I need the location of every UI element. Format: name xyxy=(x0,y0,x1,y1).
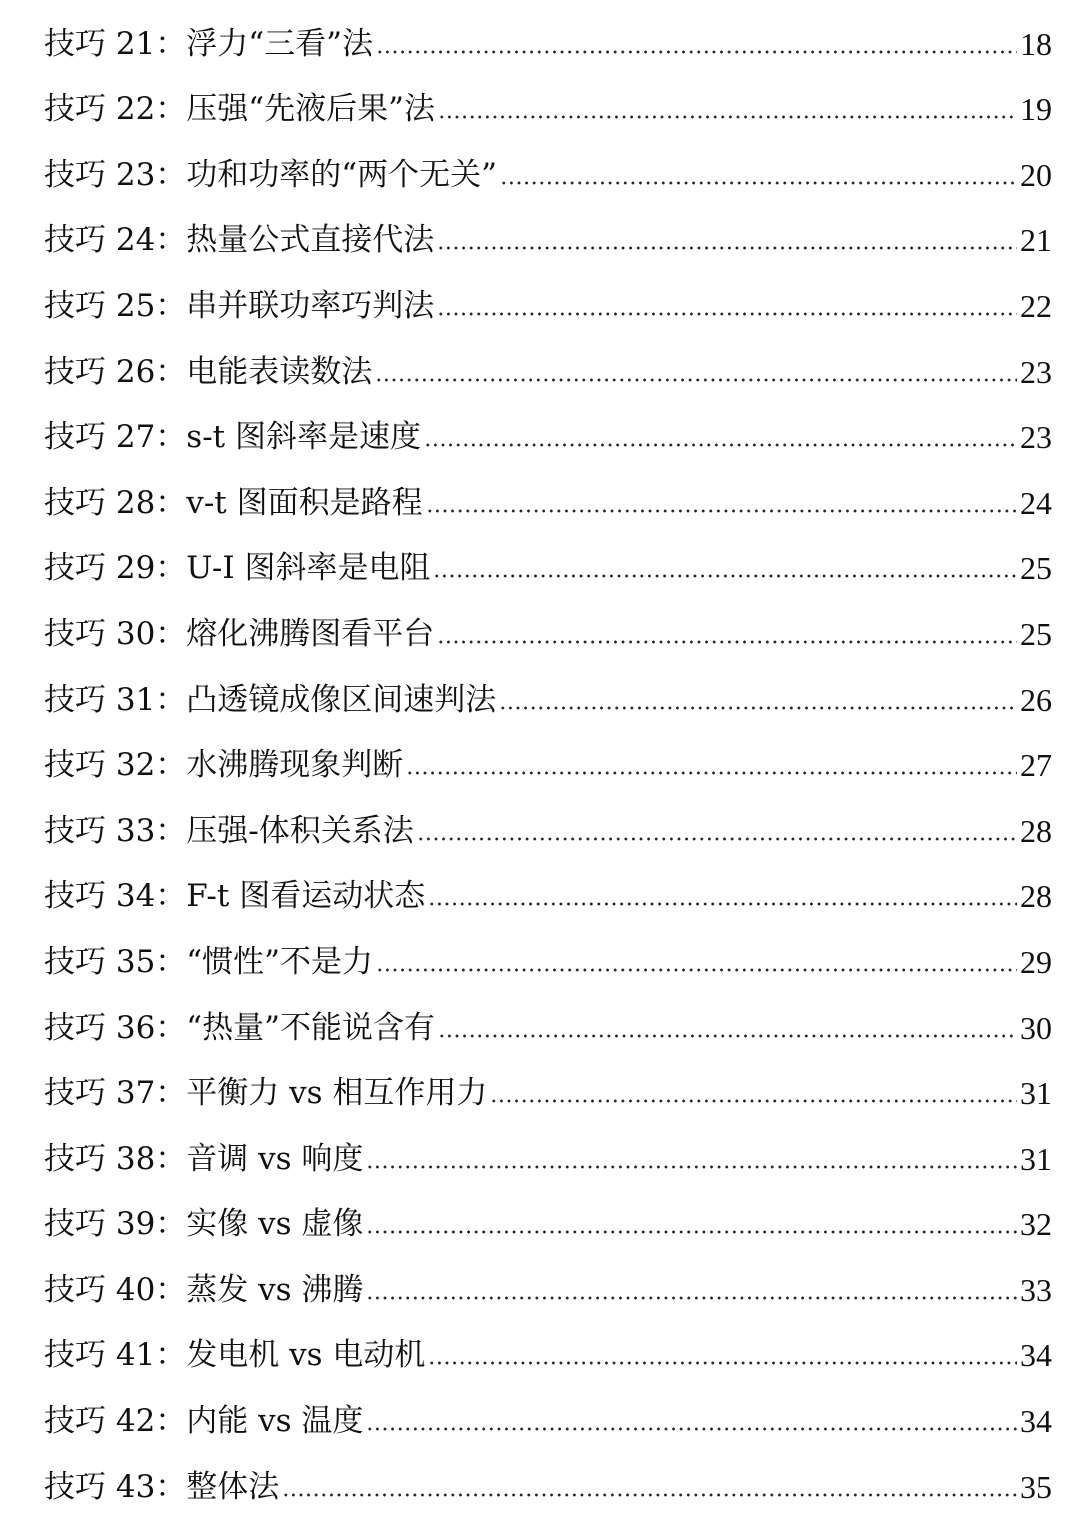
dot-leader xyxy=(375,377,1017,383)
dot-leader xyxy=(499,705,1017,711)
toc-entry-page: 20 xyxy=(1020,156,1052,193)
toc-entry-title: 技巧 27：s-t 图斜率是速度 xyxy=(44,419,421,456)
toc-entry[interactable] xyxy=(44,464,1052,530)
toc-entry-page: 27 xyxy=(1020,747,1052,784)
toc-entry-title: 技巧 21：浮力“三看”法 xyxy=(44,25,373,62)
toc-entry[interactable] xyxy=(44,1251,1052,1317)
dot-leader xyxy=(428,901,1017,907)
toc-entry-page: 25 xyxy=(1020,550,1052,587)
toc-entry[interactable] xyxy=(44,989,1052,1055)
dot-leader xyxy=(437,639,1017,645)
toc-entry-page: 19 xyxy=(1020,91,1052,128)
toc-entry[interactable] xyxy=(44,1186,1052,1252)
toc-entry[interactable] xyxy=(44,267,1052,333)
toc-entry-title: 技巧 34：F-t 图看运动状态 xyxy=(44,878,426,915)
toc-entry-page: 29 xyxy=(1020,943,1052,980)
toc-entry-title: 技巧 33：压强-体积关系法 xyxy=(44,812,414,849)
toc-entry-title: 技巧 35：“惯性”不是力 xyxy=(44,943,373,980)
dot-leader xyxy=(366,1229,1017,1235)
toc-entry-page: 21 xyxy=(1020,222,1052,259)
toc-entry[interactable] xyxy=(44,71,1052,137)
dot-leader xyxy=(433,573,1017,579)
toc-entry-page: 22 xyxy=(1020,287,1052,324)
toc-entry-title: 技巧 22：压强“先液后果”法 xyxy=(44,91,435,128)
toc-entry-title: 技巧 25：串并联功率巧判法 xyxy=(44,287,435,324)
toc-entry[interactable] xyxy=(44,595,1052,661)
toc-entry-title: 技巧 43：整体法 xyxy=(44,1468,280,1505)
toc-entry[interactable] xyxy=(44,923,1052,989)
toc-entry-title: 技巧 29：U-I 图斜率是电阻 xyxy=(44,550,431,587)
toc-entry[interactable] xyxy=(44,136,1052,202)
dot-leader xyxy=(437,311,1017,317)
toc-entry-title: 技巧 42：内能 vs 温度 xyxy=(44,1403,364,1440)
toc-entry-title: 技巧 24：热量公式直接代法 xyxy=(44,222,435,259)
dot-leader xyxy=(376,49,1017,55)
toc-entry-title: 技巧 40：蒸发 vs 沸腾 xyxy=(44,1271,364,1308)
toc-entry-title: 技巧 37：平衡力 vs 相互作用力 xyxy=(44,1075,488,1112)
dot-leader xyxy=(500,180,1017,186)
dot-leader xyxy=(438,114,1017,120)
toc-entry[interactable] xyxy=(44,5,1052,71)
dot-leader xyxy=(428,1360,1017,1366)
dot-leader xyxy=(406,770,1017,776)
toc-entry[interactable] xyxy=(44,727,1052,793)
toc-entry-title: 技巧 31：凸透镜成像区间速判法 xyxy=(44,681,497,718)
toc-entry-title: 技巧 28：v-t 图面积是路程 xyxy=(44,484,423,521)
toc-entry-page: 34 xyxy=(1020,1403,1052,1440)
toc-entry-page: 23 xyxy=(1020,353,1052,390)
toc-entry-title: 技巧 41：发电机 vs 电动机 xyxy=(44,1337,426,1374)
toc-entry-title: 技巧 30：熔化沸腾图看平台 xyxy=(44,615,435,652)
dot-leader xyxy=(366,1164,1017,1170)
dot-leader xyxy=(437,245,1017,251)
toc-entry[interactable] xyxy=(44,530,1052,596)
toc-entry[interactable] xyxy=(44,792,1052,858)
toc-entry[interactable] xyxy=(44,1317,1052,1383)
toc-entry[interactable] xyxy=(44,858,1052,924)
toc-entry[interactable] xyxy=(44,1120,1052,1186)
toc-entry-title: 技巧 36：“热量”不能说含有 xyxy=(44,1009,435,1046)
toc-entry-page: 26 xyxy=(1020,681,1052,718)
toc-entry[interactable] xyxy=(44,333,1052,399)
dot-leader xyxy=(490,1098,1017,1104)
toc-entry[interactable] xyxy=(44,1448,1052,1514)
toc-entry-page: 18 xyxy=(1020,25,1052,62)
dot-leader xyxy=(424,442,1017,448)
dot-leader xyxy=(426,508,1017,514)
toc-entry-title: 技巧 39：实像 vs 虚像 xyxy=(44,1206,364,1243)
dot-leader xyxy=(366,1426,1017,1432)
toc-entry-title: 技巧 38：音调 vs 响度 xyxy=(44,1140,364,1177)
table-of-contents xyxy=(44,5,1052,1514)
toc-entry-title: 技巧 23：功和功率的“两个无关” xyxy=(44,156,497,193)
dot-leader xyxy=(417,836,1017,842)
toc-entry-page: 30 xyxy=(1020,1009,1052,1046)
toc-entry-title: 技巧 32：水沸腾现象判断 xyxy=(44,747,404,784)
toc-entry-page: 34 xyxy=(1020,1337,1052,1374)
toc-entry-page: 23 xyxy=(1020,419,1052,456)
toc-entry[interactable] xyxy=(44,1382,1052,1448)
toc-entry-page: 28 xyxy=(1020,812,1052,849)
toc-entry[interactable] xyxy=(44,1055,1052,1121)
toc-entry-page: 28 xyxy=(1020,878,1052,915)
toc-entry[interactable] xyxy=(44,661,1052,727)
toc-entry[interactable] xyxy=(44,399,1052,465)
toc-entry-page: 31 xyxy=(1020,1075,1052,1112)
toc-entry-page: 24 xyxy=(1020,484,1052,521)
dot-leader xyxy=(376,967,1017,973)
dot-leader xyxy=(438,1033,1017,1039)
dot-leader xyxy=(366,1295,1017,1301)
toc-entry-page: 25 xyxy=(1020,615,1052,652)
dot-leader xyxy=(282,1492,1017,1498)
toc-entry-page: 33 xyxy=(1020,1271,1052,1308)
toc-entry-page: 31 xyxy=(1020,1140,1052,1177)
toc-entry-title: 技巧 26：电能表读数法 xyxy=(44,353,373,390)
toc-entry[interactable] xyxy=(44,202,1052,268)
toc-entry-page: 35 xyxy=(1020,1468,1052,1505)
toc-entry-page: 32 xyxy=(1020,1206,1052,1243)
